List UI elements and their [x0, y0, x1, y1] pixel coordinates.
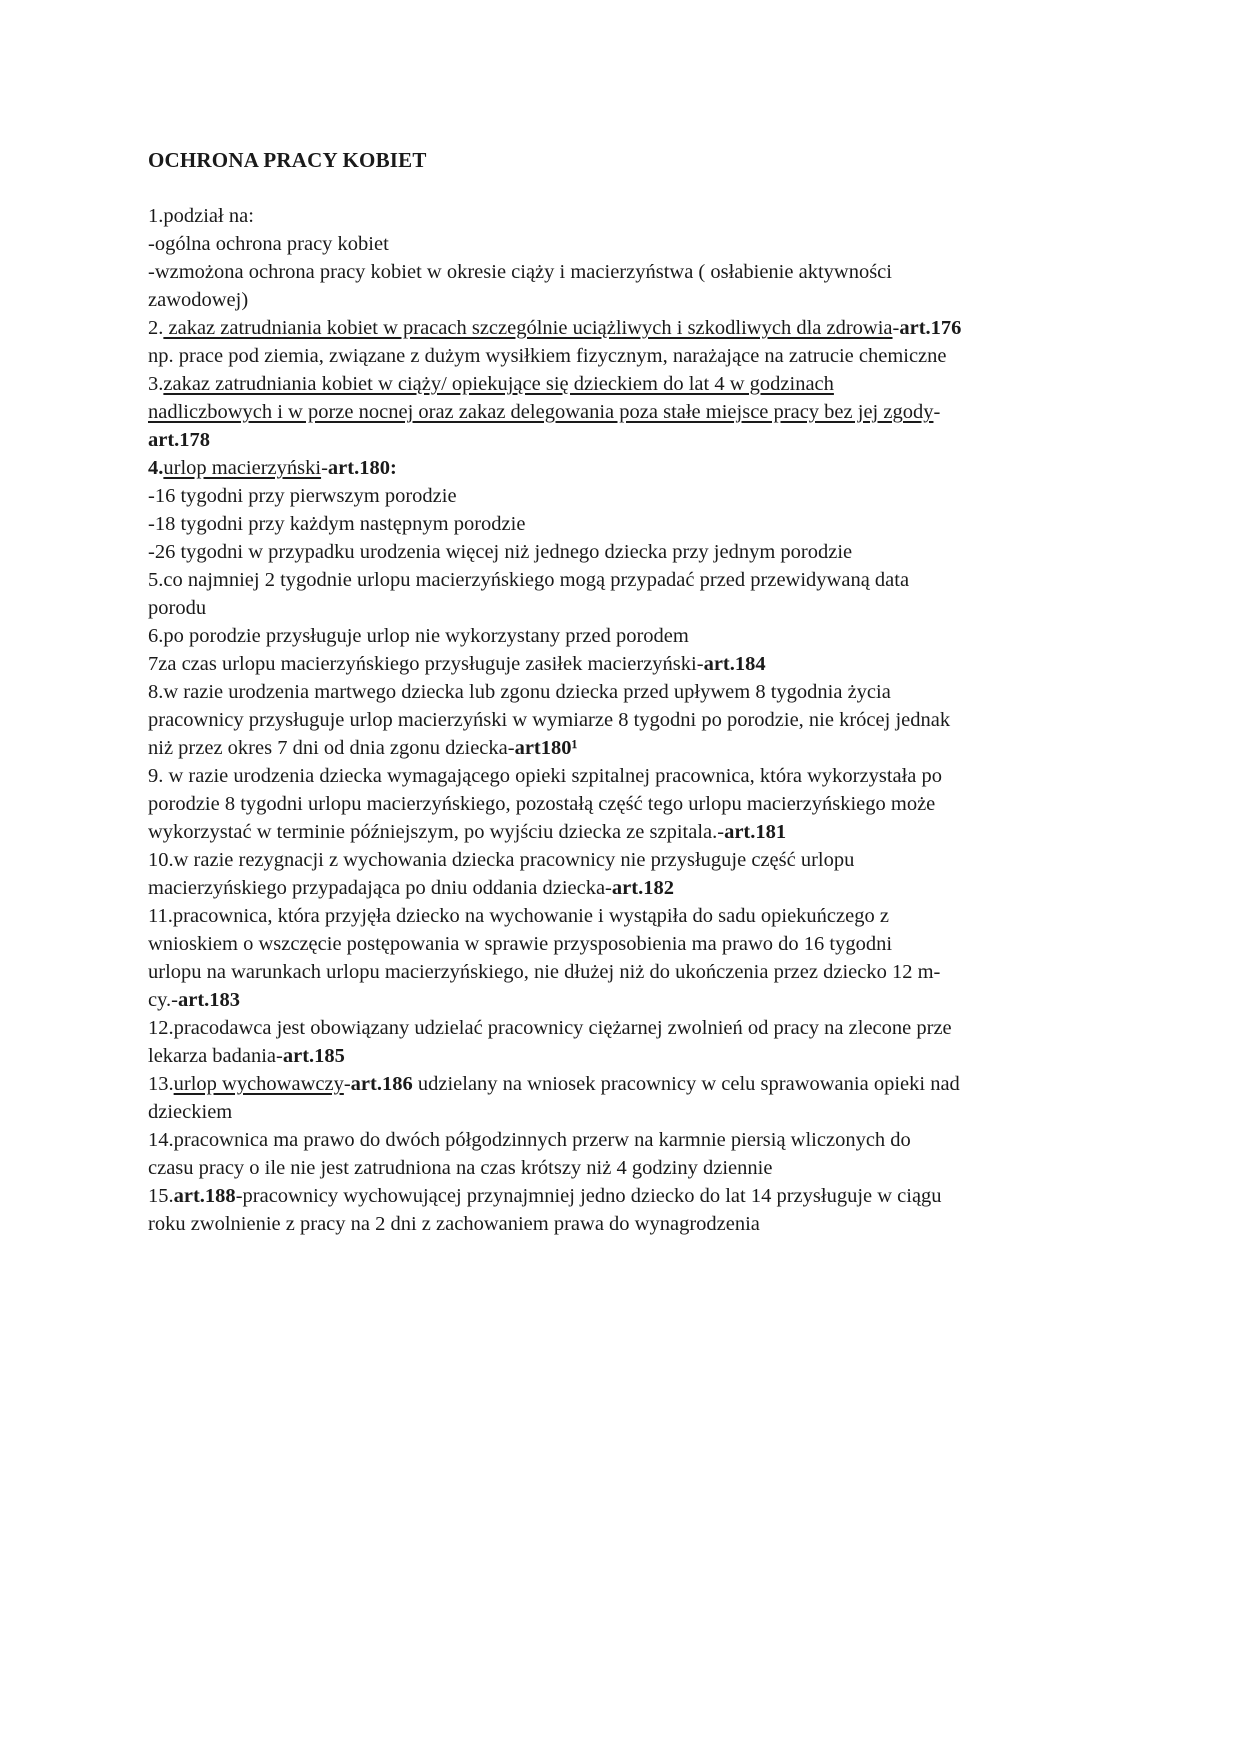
article-reference: art.185 — [282, 1045, 345, 1067]
underlined-text: urlop macierzyński — [163, 457, 322, 479]
article-reference: art.176 — [899, 317, 962, 339]
text-segment: -wzmożona ochrona pracy kobiet w okresie ciąży i macierzyństwa ( osłabienie aktywności — [148, 261, 892, 283]
text-line — [148, 398, 1098, 426]
text-segment: 7za czas urlopu macierzyńskiego przysługuje zasiłek macierzyński- — [148, 653, 704, 675]
text-line — [148, 902, 1098, 930]
text-line — [148, 1042, 1098, 1070]
text-segment: niż przez okres 7 dni od dnia zgonu dziecka- — [148, 737, 515, 759]
text-segment: np. prace pod ziemia, związane z dużym wysiłkiem fizycznym, narażające na zatrucie chemiczne — [148, 345, 947, 367]
text-segment: -ogólna ochrona pracy kobiet — [148, 233, 389, 255]
text-segment: 3. — [148, 373, 164, 395]
text-segment: zawodowej) — [148, 289, 249, 311]
article-reference: art.178 — [148, 429, 211, 451]
text-segment: pracownicy przysługuje urlop macierzyński w wymiarze 8 tygodni po porodzie, nie krócej jednak — [148, 709, 951, 731]
article-reference: art.180: — [327, 457, 397, 479]
text-line — [148, 426, 1098, 454]
text-segment: 12.pracodawca jest obowiązany udzielać pracownicy ciężarnej zwolnień od pracy na zlecone prze — [148, 1017, 952, 1039]
text-line — [148, 930, 1098, 958]
article-reference: art.184 — [703, 653, 766, 675]
text-segment: 15. — [148, 1185, 174, 1207]
text-line — [148, 1182, 1098, 1210]
text-line — [148, 258, 1098, 286]
article-reference: 4. — [148, 457, 164, 479]
text-segment: -16 tygodni przy pierwszym porodzie — [148, 485, 457, 507]
text-segment: 5.co najmniej 2 tygodnie urlopu macierzyńskiego mogą przypadać przed przewidywaną data — [148, 569, 910, 591]
text-line — [148, 986, 1098, 1014]
text-line — [148, 818, 1098, 846]
text-segment: macierzyńskiego przypadająca po dniu oddania dziecka- — [148, 877, 612, 899]
text-segment: roku zwolnienie z pracy na 2 dni z zachowaniem prawa do wynagrodzenia — [148, 1213, 760, 1235]
text-segment: lekarza badania- — [148, 1045, 283, 1067]
text-line — [148, 594, 1098, 622]
text-line — [148, 874, 1098, 902]
text-segment: porodzie 8 tygodni urlopu macierzyńskiego, pozostałą część tego urlopu macierzyńskiego może — [148, 793, 936, 815]
text-line — [148, 454, 1098, 482]
text-line — [148, 482, 1098, 510]
text-line — [148, 538, 1098, 566]
text-line — [148, 566, 1098, 594]
document-body — [148, 202, 1098, 1238]
text-segment: 10.w razie rezygnacji z wychowania dziecka pracownicy nie przysługuje część urlopu — [148, 849, 855, 871]
text-segment: 2. — [148, 317, 164, 339]
text-segment: porodu — [148, 597, 207, 619]
text-segment: 14.pracownica ma prawo do dwóch półgodzinnych przerw na karmnie piersią wliczonych do — [148, 1129, 911, 1151]
text-segment: udzielany na wniosek pracownicy w celu sprawowania opieki nad — [412, 1073, 960, 1095]
underlined-text: zakaz zatrudniania kobiet w ciąży/ opiekujące się dzieckiem do lat 4 w godzinach — [163, 373, 834, 395]
text-segment: cy.- — [148, 989, 178, 1011]
text-line — [148, 706, 1098, 734]
text-line — [148, 1154, 1098, 1182]
text-line — [148, 230, 1098, 258]
text-line — [148, 286, 1098, 314]
text-line — [148, 1098, 1098, 1126]
text-line — [148, 370, 1098, 398]
text-segment: 1.podział na: — [148, 205, 254, 227]
text-line — [148, 1070, 1098, 1098]
text-segment: -pracownicy wychowującej przynajmniej jedno dziecko do lat 14 przysługuje w ciągu — [235, 1185, 942, 1207]
text-segment: - — [933, 401, 941, 423]
text-segment: 8.w razie urodzenia martwego dziecka lub zgonu dziecka przed upływem 8 tygodnia życia — [148, 681, 891, 703]
article-reference: art.181 — [724, 821, 787, 843]
text-line — [148, 958, 1098, 986]
text-line — [148, 846, 1098, 874]
article-reference: art.186 — [350, 1073, 413, 1095]
text-line — [148, 790, 1098, 818]
text-line — [148, 202, 1098, 230]
underlined-text: nadliczbowych i w porze nocnej oraz zakaz delegowania poza stałe miejsce pracy bez jej zgody — [148, 401, 934, 423]
text-segment: - — [321, 457, 328, 479]
text-segment: 9. w razie urodzenia dziecka wymagającego opieki szpitalnej pracownica, która wykorzystała po — [148, 765, 943, 787]
text-segment: wykorzystać w terminie późniejszym, po wyjściu dziecka ze szpitala.- — [148, 821, 725, 843]
text-line — [148, 510, 1098, 538]
underlined-text: urlop wychowawczy — [173, 1073, 344, 1095]
text-line — [148, 1014, 1098, 1042]
article-reference: art.188 — [173, 1185, 236, 1207]
text-segment: 11.pracownica, która przyjęła dziecko na wychowanie i wystąpiła do sadu opiekuńczego z — [148, 905, 889, 927]
text-segment: urlopu na warunkach urlopu macierzyńskiego, nie dłużej niż do ukończenia przez dziecko 12 m- — [148, 961, 941, 983]
document-title: OCHRONA PRACY KOBIET — [148, 148, 427, 172]
text-line — [148, 622, 1098, 650]
text-segment: czasu pracy o ile nie jest zatrudniona na czas krótszy niż 4 godziny dziennie — [148, 1157, 773, 1179]
article-reference: art.182 — [611, 877, 674, 899]
text-line — [148, 342, 1098, 370]
text-segment: -18 tygodni przy każdym następnym porodzie — [148, 513, 526, 535]
text-line — [148, 734, 1098, 762]
text-line — [148, 1210, 1098, 1238]
text-segment: - — [343, 1073, 351, 1095]
text-line — [148, 762, 1098, 790]
article-reference: art180¹ — [514, 737, 578, 759]
text-segment: wnioskiem o wszczęcie postępowania w sprawie przysposobienia ma prawo do 16 tygodni — [148, 933, 893, 955]
text-segment: dzieckiem — [148, 1101, 233, 1123]
text-line — [148, 650, 1098, 678]
text-line — [148, 1126, 1098, 1154]
article-reference: art.183 — [177, 989, 241, 1011]
document-page — [148, 146, 1098, 1238]
text-segment: - — [892, 317, 900, 339]
text-line — [148, 314, 1098, 342]
text-segment: 13. — [148, 1073, 174, 1095]
text-segment: 6.po porodzie przysługuje urlop nie wykorzystany przed porodem — [148, 625, 689, 647]
underlined-text: zakaz zatrudniania kobiet w pracach szczególnie uciążliwych i szkodliwych dla zdrowia — [163, 317, 893, 339]
text-line — [148, 678, 1098, 706]
text-segment: -26 tygodni w przypadku urodzenia więcej niż jednego dziecka przy jednym porodzie — [148, 541, 853, 563]
